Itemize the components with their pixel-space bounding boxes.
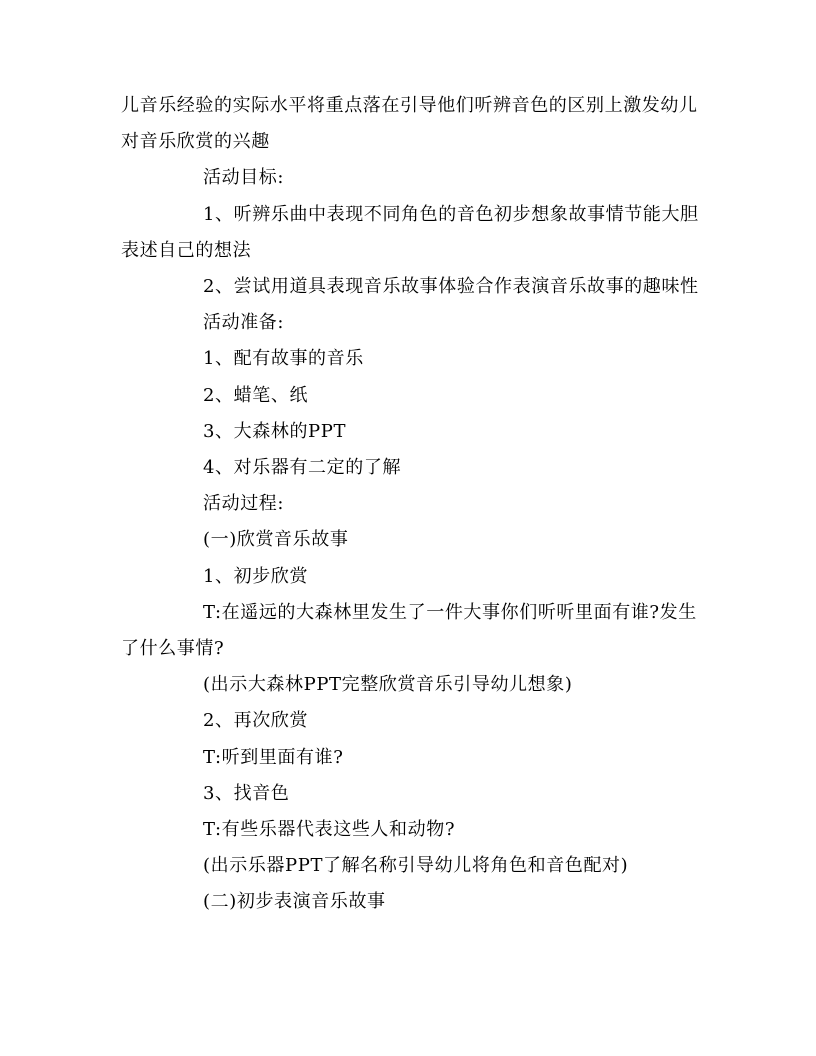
section-heading-objectives: 活动目标:	[203, 167, 285, 189]
list-item: 1、配有故事的音乐	[203, 348, 364, 370]
paragraph: T:有些乐器代表这些人和动物?	[203, 819, 456, 841]
paragraph: (出示大森林PPT完整欣赏音乐引导幼儿想象)	[203, 674, 573, 696]
list-item: 4、对乐器有二定的了解	[203, 457, 402, 479]
list-item: 2、再次欣赏	[203, 710, 309, 732]
list-item: 3、大森林的PPT	[203, 420, 347, 442]
document-body	[121, 88, 706, 921]
subsection-heading: (一)欣赏音乐故事	[203, 529, 349, 551]
paragraph: T:听到里面有谁?	[203, 746, 344, 768]
list-item: 2、蜡笔、纸	[203, 384, 309, 406]
paragraph: 2、尝试用道具表现音乐故事体验合作表演音乐故事的趣味性	[203, 276, 699, 298]
paragraph: 1、听辨乐曲中表现不同角色的音色初步想象故事情节能大胆表述自己的想法	[121, 203, 699, 261]
section-heading-process: 活动过程:	[203, 493, 285, 515]
list-item: 1、初步欣赏	[203, 565, 309, 587]
paragraph: T:在遥远的大森林里发生了一件大事你们听听里面有谁?发生了什么事情?	[121, 601, 697, 660]
section-heading-preparation: 活动准备:	[203, 312, 285, 334]
paragraph: (出示乐器PPT了解名称引导幼儿将角色和音色配对)	[203, 855, 629, 877]
list-item: 3、找音色	[203, 782, 290, 804]
paragraph: 儿音乐经验的实际水平将重点落在引导他们听辨音色的区别上激发幼儿对音乐欣赏的兴趣	[121, 95, 698, 153]
subsection-heading: (二)初步表演音乐故事	[203, 891, 386, 913]
